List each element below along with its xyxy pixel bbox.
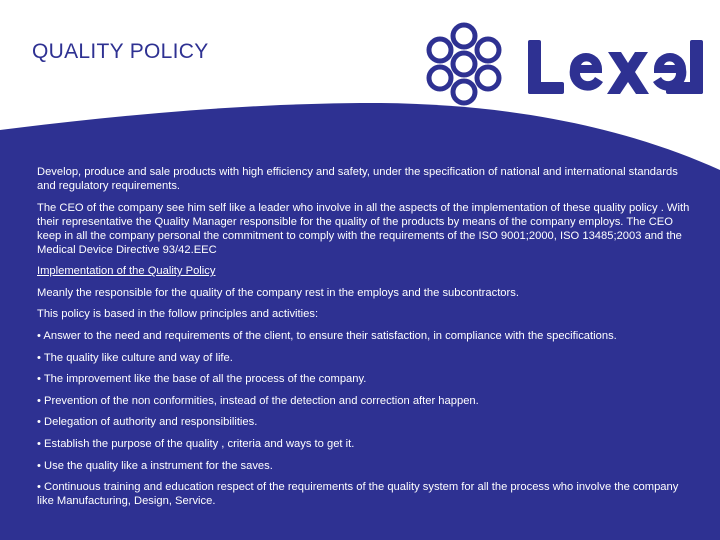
- policy-content: [37, 165, 692, 516]
- logo-wordmark: [528, 40, 703, 94]
- policy-paragraph: The CEO of the company see him self like a leader who involve in all the aspects of the implementation of these quality policy . With their representative the Quality Manager responsible for the quality of the products by means of the company employs. The CEO keep in all the company personal the commitment to comply with the requirements of the ISO 9001;2000, ISO 13485;2003 and the Medical Device Directive 93/42.EEC: [37, 201, 690, 256]
- implementation-paragraph: This policy is based in the follow principles and activities:: [37, 308, 319, 321]
- lexel-logo: [424, 14, 704, 114]
- implementation-paragraph: Meanly the responsible for the quality of the company rest in the employs and the subcontractors.: [37, 286, 519, 299]
- logo-mark-icon: [429, 25, 499, 103]
- principle-bullet: • Answer to the need and requirements of the client, to ensure their satisfaction, in compliance with the specifications.: [37, 329, 617, 342]
- principle-bullet: • Delegation of authority and responsibilities.: [37, 416, 258, 429]
- principle-bullet: • The improvement like the base of all the process of the company.: [37, 373, 367, 386]
- implementation-heading: Implementation of the Quality Policy: [37, 265, 216, 278]
- principle-bullet: • Use the quality like a instrument for the saves.: [37, 459, 273, 472]
- policy-paragraph: Develop, produce and sale products with high efficiency and safety, under the specification of national and international standards and regulatory requirements.: [37, 166, 678, 192]
- principle-bullet: • Establish the purpose of the quality , criteria and ways to get it.: [37, 437, 355, 450]
- principle-bullet: • Continuous training and education respect of the requirements of the quality system for all the process who involve the company like Manufacturing, Design, Service.: [37, 481, 679, 508]
- principle-bullet: • The quality like culture and way of life.: [37, 351, 233, 364]
- slide-title: QUALITY POLICY: [32, 40, 209, 63]
- principle-bullet: • Prevention of the non conformities, instead of the detection and correction after happen.: [37, 394, 479, 407]
